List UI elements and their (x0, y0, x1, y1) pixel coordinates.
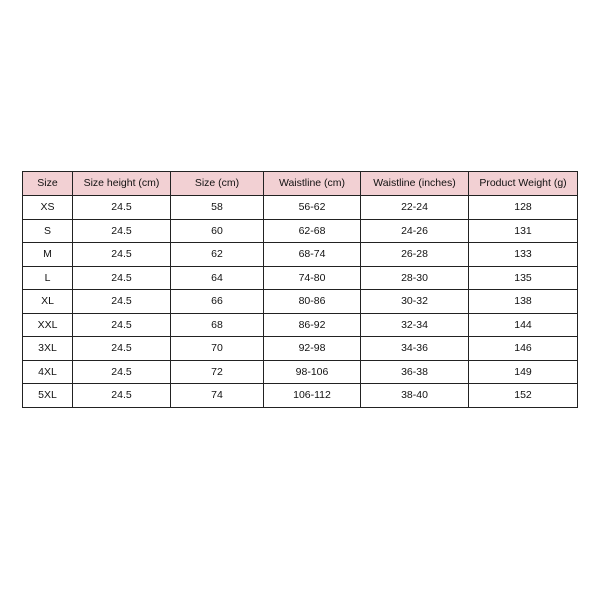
table-cell: XXL (23, 313, 73, 337)
table-cell: 36-38 (361, 360, 469, 384)
table-cell: 4XL (23, 360, 73, 384)
table-cell: 106-112 (264, 384, 361, 408)
table-row (23, 219, 578, 243)
table-cell: 86-92 (264, 313, 361, 337)
table-cell: 68-74 (264, 243, 361, 267)
header-size-cm: Size (cm) (171, 172, 264, 196)
table-cell: S (23, 219, 73, 243)
table-cell: L (23, 266, 73, 290)
table-cell: 24.5 (73, 337, 171, 361)
table-cell: XS (23, 196, 73, 220)
table-cell: 24.5 (73, 219, 171, 243)
table-cell: 138 (469, 290, 578, 314)
table-cell: 62-68 (264, 219, 361, 243)
table-row (23, 266, 578, 290)
table-cell: 60 (171, 219, 264, 243)
table-cell: 128 (469, 196, 578, 220)
table-cell: 131 (469, 219, 578, 243)
table-cell: 68 (171, 313, 264, 337)
table-cell: 34-36 (361, 337, 469, 361)
table-row (23, 384, 578, 408)
table-cell: 62 (171, 243, 264, 267)
table-cell: 24.5 (73, 360, 171, 384)
table-cell: 66 (171, 290, 264, 314)
table-cell: 24.5 (73, 313, 171, 337)
table-cell: 144 (469, 313, 578, 337)
table-cell: 24-26 (361, 219, 469, 243)
table-cell: 24.5 (73, 243, 171, 267)
table-header-row (23, 172, 578, 196)
table-cell: 28-30 (361, 266, 469, 290)
header-product-weight: Product Weight (g) (469, 172, 578, 196)
table-row (23, 360, 578, 384)
table-cell: 24.5 (73, 266, 171, 290)
table-row (23, 313, 578, 337)
table-cell: 38-40 (361, 384, 469, 408)
table-row (23, 243, 578, 267)
table-cell: M (23, 243, 73, 267)
table-row (23, 290, 578, 314)
table-cell: 24.5 (73, 290, 171, 314)
table-cell: 24.5 (73, 196, 171, 220)
table-cell: 74-80 (264, 266, 361, 290)
table-cell: 92-98 (264, 337, 361, 361)
table-cell: 26-28 (361, 243, 469, 267)
table-cell: 74 (171, 384, 264, 408)
table-cell: 135 (469, 266, 578, 290)
table-cell: 70 (171, 337, 264, 361)
table-cell: 80-86 (264, 290, 361, 314)
table-cell: 98-106 (264, 360, 361, 384)
table-cell: 3XL (23, 337, 73, 361)
table-cell: 30-32 (361, 290, 469, 314)
table-cell: 72 (171, 360, 264, 384)
table-cell: 24.5 (73, 384, 171, 408)
table-cell: 32-34 (361, 313, 469, 337)
table-cell: 146 (469, 337, 578, 361)
table-cell: 149 (469, 360, 578, 384)
table-cell: 133 (469, 243, 578, 267)
table-cell: 5XL (23, 384, 73, 408)
table-cell: 22-24 (361, 196, 469, 220)
table-cell: 56-62 (264, 196, 361, 220)
header-waistline-cm: Waistline (cm) (264, 172, 361, 196)
table-cell: 64 (171, 266, 264, 290)
header-size-height: Size height (cm) (73, 172, 171, 196)
table-row (23, 337, 578, 361)
table-cell: XL (23, 290, 73, 314)
header-size: Size (23, 172, 73, 196)
table-row (23, 196, 578, 220)
table-cell: 152 (469, 384, 578, 408)
header-waistline-inches: Waistline (inches) (361, 172, 469, 196)
size-chart-table (22, 171, 578, 408)
table-cell: 58 (171, 196, 264, 220)
